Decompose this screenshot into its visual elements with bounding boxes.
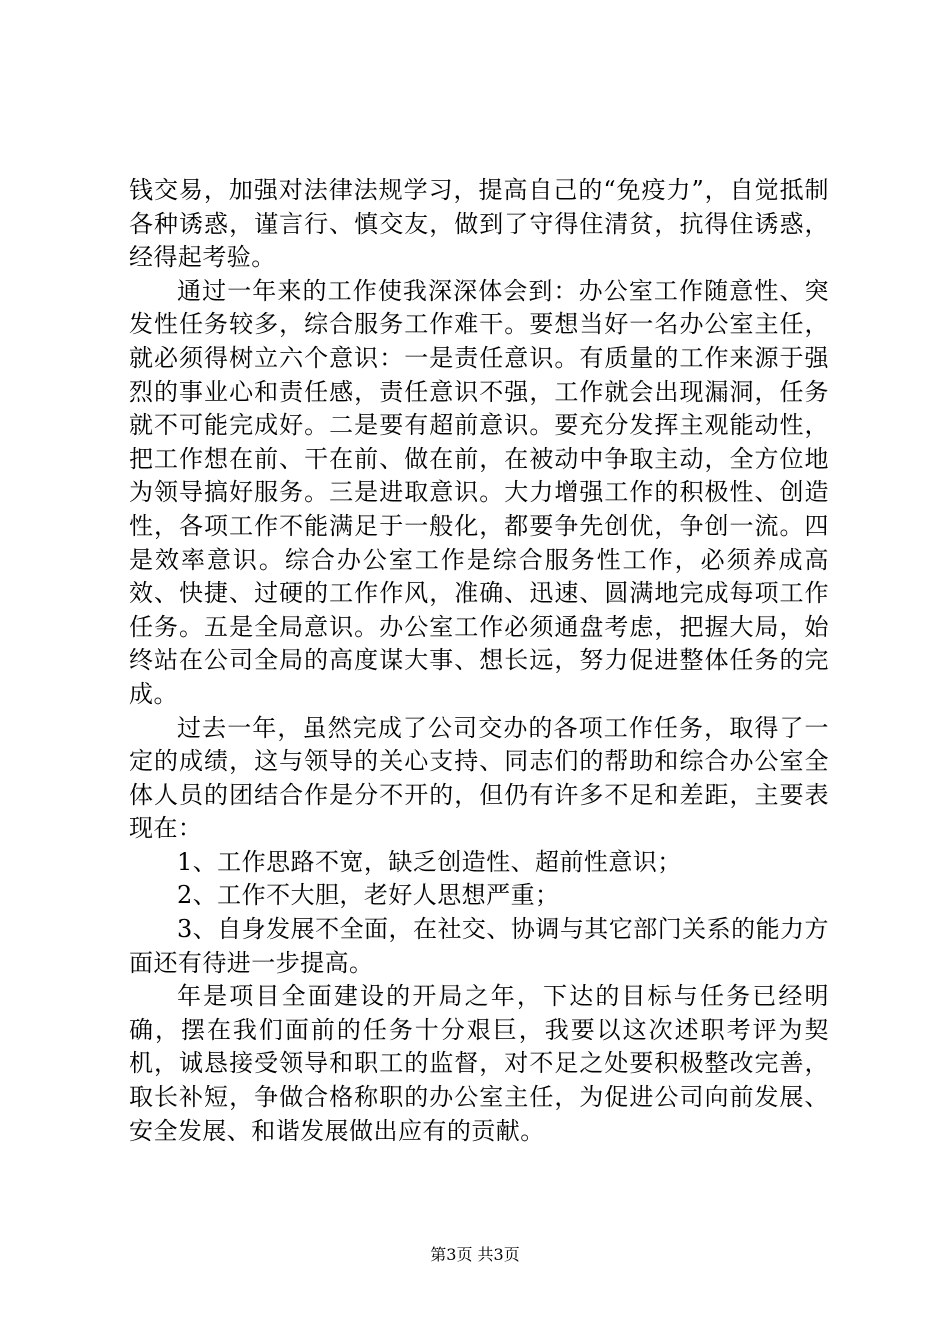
list-item-1: 1、工作思路不宽，缺乏创造性、超前性意识； [177, 847, 682, 876]
paragraph-2: 通过一年来的工作使我深深体会到：办公室工作随意性、突发性任务较多，综合服务工作难干。要想当好一名办公室主任，就必须得树立六个意识：一是责任意识。有质量的工作来源于强烈的事业心和责任感，责任意识不强，工作就会出现漏洞，任务就不可能完成好。二是要有超前意识。要充分发挥主观能动性，把工作想在前、干在前、做在前，在被动中争取主动，全方位地为领导搞好服务。三是进取意识。大力增强工作的积极性、创造性，各项工作不能满足于一般化，都要争先创优，争创一流。四是效率意识。综合办公室工作是综合服务性工作，必须养成高效、快捷、过硬的工作作风，准确、迅速、圆满地完成每项工作任务。五是全局意识。办公室工作必须通盘考虑，把握大局，始终站在公司全局的高度谋大事、想长远，努力促进整体任务的完成。 [129, 276, 829, 708]
paragraph-1: 钱交易，加强对法律法规学习，提高自己的“免疫力”，自觉抵制各种诱惑，谨言行、慎交友，做到了守得住清贫，抗得住诱惑，经得起考验。 [129, 176, 829, 272]
page-footer [0, 1245, 950, 1265]
paragraph-closing: 年是项目全面建设的开局之年，下达的目标与任务已经明确，摆在我们面前的任务十分艰巨，我要以这次述职考评为契机，诚恳接受领导和职工的监督，对不足之处要积极整改完善，取长补短，争做合格称职的办公室主任，为促进公司向前发展、安全发展、和谐发展做出应有的贡献。 [129, 982, 829, 1145]
list-item-2: 2、工作不大胆，老好人思想严重； [177, 881, 560, 910]
page-number-label: 第3页 共3页 [430, 1245, 520, 1264]
document-body [129, 174, 829, 1148]
paragraph-3: 过去一年，虽然完成了公司交办的各项工作任务，取得了一定的成绩，这与领导的关心支持、同志们的帮助和综合办公室全体人员的团结合作是分不开的，但仍有许多不足和差距，主要表现在： [129, 713, 829, 843]
list-item-3: 3、自身发展不全面，在社交、协调与其它部门关系的能力方面还有待进一步提高。 [129, 915, 829, 977]
